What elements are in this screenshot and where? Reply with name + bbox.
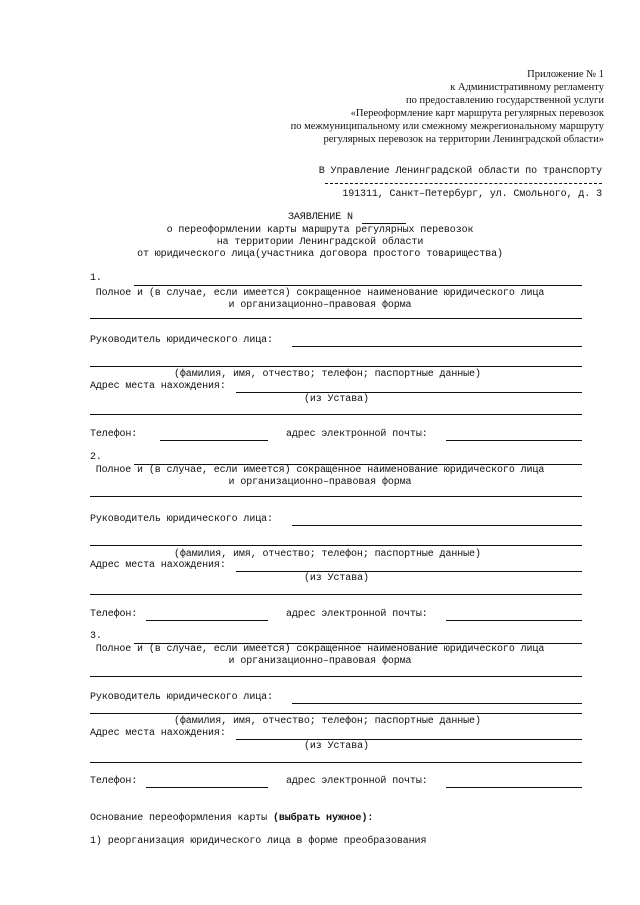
block-2-address-field-2[interactable]	[90, 594, 582, 595]
application-heading: ЗАЯВЛЕНИЕ N	[288, 212, 353, 223]
block-2-name-field-2[interactable]	[90, 496, 582, 497]
block-3-phone-field[interactable]	[146, 787, 268, 788]
basis-label	[90, 814, 373, 824]
block-2-email-field[interactable]	[446, 620, 582, 621]
recipient-address: 191311, Санкт–Петербург, ул. Смольного, д. 3	[342, 189, 602, 200]
block-3-name-label-1: Полное и (в случае, если имеется) сокращенное наименование юридического лица	[95, 644, 545, 655]
block-2-head-field-2[interactable]	[90, 545, 582, 546]
block-1-number: 1.	[90, 273, 102, 284]
block-1-head-hint: (фамилия, имя, отчество; телефон; паспортные данные)	[174, 369, 481, 380]
block-1-email-label: адрес электронной почты:	[286, 429, 428, 440]
block-3-name-field-2[interactable]	[90, 676, 582, 677]
block-2-name-label-1: Полное и (в случае, если имеется) сокращенное наименование юридического лица	[95, 465, 545, 476]
basis-option-1[interactable]: 1) реорганизация юридического лица в форме преобразования	[90, 836, 427, 847]
block-3-address-hint: (из Устава)	[304, 741, 369, 752]
block-2-address-label: Адрес места нахождения:	[90, 560, 226, 571]
block-3-head-hint: (фамилия, имя, отчество; телефон; паспортные данные)	[174, 716, 481, 727]
block-1-head-field-2[interactable]	[90, 366, 582, 367]
block-1-phone-label: Телефон:	[90, 429, 138, 440]
annex-line-5: по межмуниципальному или смежному межрегиональному маршруту	[290, 121, 604, 132]
annex-line-1: Приложение № 1	[527, 69, 604, 80]
block-1-head-label: Руководитель юридического лица:	[90, 335, 273, 346]
recipient-divider	[325, 183, 602, 184]
block-1-address-label: Адрес места нахождения:	[90, 381, 226, 392]
block-1-name-label-1: Полное и (в случае, если имеется) сокращенное наименование юридического лица	[95, 288, 545, 299]
block-1-email-field[interactable]	[446, 440, 582, 441]
block-2-head-field[interactable]	[292, 525, 582, 526]
block-2-phone-field[interactable]	[146, 620, 268, 621]
annex-line-2: к Административному регламенту	[450, 82, 604, 93]
block-1-phone-field[interactable]	[160, 440, 268, 441]
block-1-name-label-2: и организационно–правовая форма	[228, 300, 412, 311]
block-2-head-label: Руководитель юридического лица:	[90, 514, 273, 525]
basis-label-text: Основание переоформления карты	[90, 813, 268, 824]
block-2-number: 2.	[90, 452, 102, 463]
title-line-1: о переоформлении карты маршрута регулярных перевозок	[166, 225, 474, 236]
block-2-name-label-2: и организационно–правовая форма	[228, 477, 412, 488]
annex-line-6: регулярных перевозок на территории Ленинградской области»	[323, 134, 604, 145]
annex-line-4: «Переоформление карт маршрута регулярных перевозок	[350, 108, 604, 119]
block-2-address-field[interactable]	[236, 571, 582, 572]
title-line-3: от юридического лица(участника договора простого товарищества)	[137, 249, 503, 260]
block-3-number: 3.	[90, 631, 102, 642]
block-1-name-field[interactable]	[134, 285, 582, 286]
block-3-name-label-2: и организационно–правовая форма	[228, 656, 412, 667]
block-3-head-field[interactable]	[292, 703, 582, 704]
block-3-email-label: адрес электронной почты:	[286, 776, 428, 787]
block-3-email-field[interactable]	[446, 787, 582, 788]
block-2-email-label: адрес электронной почты:	[286, 609, 428, 620]
block-3-head-label: Руководитель юридического лица:	[90, 692, 273, 703]
application-number-field[interactable]	[362, 223, 406, 224]
block-2-head-hint: (фамилия, имя, отчество; телефон; паспортные данные)	[174, 549, 481, 560]
block-1-address-hint: (из Устава)	[304, 394, 369, 405]
block-3-head-field-2[interactable]	[90, 713, 582, 714]
block-1-address-field[interactable]	[236, 392, 582, 393]
block-1-name-field-2[interactable]	[90, 318, 582, 319]
block-1-head-field[interactable]	[292, 346, 582, 347]
block-3-address-field-2[interactable]	[90, 762, 582, 763]
annex-line-3: по предоставлению государственной услуги	[406, 95, 604, 106]
block-3-address-field[interactable]	[236, 739, 582, 740]
block-3-address-label: Адрес места нахождения:	[90, 728, 226, 739]
block-2-phone-label: Телефон:	[90, 609, 138, 620]
block-1-address-field-2[interactable]	[90, 414, 582, 415]
block-3-phone-label: Телефон:	[90, 776, 138, 787]
recipient-to: В Управление Ленинградской области по транспорту	[318, 166, 602, 177]
title-line-2: на территории Ленинградской области	[216, 237, 424, 248]
basis-emphasis: (выбрать нужное):	[272, 813, 374, 824]
block-2-address-hint: (из Устава)	[304, 573, 369, 584]
